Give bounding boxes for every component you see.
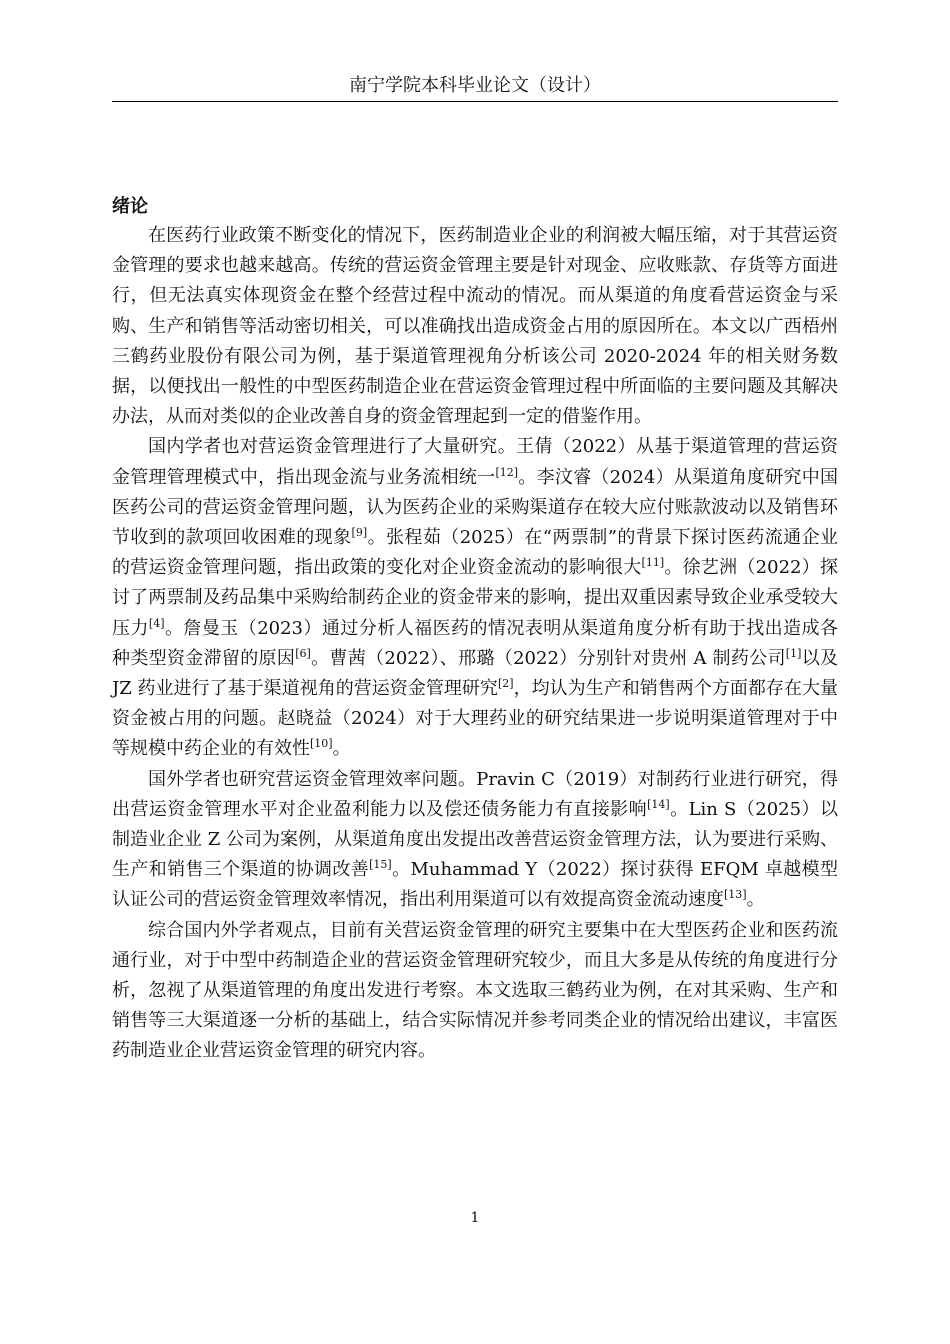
paragraph-text: 。徐艺洲（2022）探讨了两票制及药品集中采购给制药企业的资金带来的影响，提出双重因素导致企业承受较大压力 xyxy=(112,557,839,639)
body-paragraph xyxy=(112,221,838,432)
citation-ref: [12] xyxy=(495,465,519,479)
body-paragraph xyxy=(112,765,838,916)
paragraph-text: 。李汶睿（2024）从渠道角度研究中国医药公司的营运资金管理问题，认为医药企业的采购渠道存在较大应付账款波动以及销售环节收到的款项回收困难的现象 xyxy=(112,466,839,549)
citation-ref: [9] xyxy=(351,526,368,540)
paragraph-text: 。 xyxy=(746,889,765,911)
citation-ref: [10] xyxy=(310,737,333,751)
paragraph-text: 。Lin S（2025）以制造业企业 Z 公司为案例，从渠道角度出发提出改善营运资金管理方法，认为要进行采购、生产和销售三个渠道的协调改善 xyxy=(112,798,838,881)
paragraph-text: 国外学者也研究营运资金管理效率问题。Pravin C（2019）对制药行业进行研究，得出营运资金管理水平对企业盈利能力以及偿还债务能力有直接影响 xyxy=(112,768,838,820)
citation-ref: [13] xyxy=(724,888,747,902)
main-content xyxy=(112,193,838,1067)
citation-ref: [14] xyxy=(647,797,670,811)
paragraph-text: 综合国内外学者观点，目前有关营运资金管理的研究主要集中在大型医药企业和医药流通行业，对于中型中药制造企业的营运资金管理研究较少，而且大多是从传统的角度进行分析，忽视了从渠道管理的角度出发进行考察。本文选取三鹤药业为例，在对其采购、生产和销售等三大渠道逐一分析的基础上，结合实际情况并参考同类企业的情况给出建议，丰富医药制造业企业营运资金管理的研究内容。 xyxy=(112,919,838,1062)
body-paragraph xyxy=(112,432,838,764)
paragraph-text: 国内学者也对营运资金管理进行了大量研究。王倩（2022）从基于渠道管理的营运资金管理管理模式中，指出现金流与业务流相统一 xyxy=(112,436,838,488)
paragraph-text: 。詹曼玉（2023）通过分析人福医药的情况表明从渠道角度分析有助于找出造成各种类型资金滞留的原因 xyxy=(112,617,839,669)
paragraph-text: 以及 JZ 药业进行了基于渠道视角的营运资金管理研究 xyxy=(112,647,839,700)
citation-ref: [4] xyxy=(148,616,165,630)
paragraph-text: 。Muhammad Y（2022）探讨获得 EFQM 卓越模型认证公司的营运资金管理效率情况，指出利用渠道可以有效提高资金流动速度 xyxy=(112,859,838,911)
header-rule xyxy=(112,101,838,102)
paragraph-text: 。曹茜（2022）、邢璐（2022）分别针对贵州 A 制药公司 xyxy=(310,647,786,669)
citation-ref: [2] xyxy=(497,677,514,691)
citation-ref: [11] xyxy=(641,556,665,570)
paragraph-text: 。张程茹（2025）在“两票制”的背景下探讨医药流通企业的营运资金管理问题，指出政策的变化对企业资金流动的影响很大 xyxy=(112,527,839,579)
paragraph-text: 。 xyxy=(332,738,351,760)
citation-ref: [1] xyxy=(785,646,802,660)
paragraph-text: 在医药行业政策不断变化的情况下，医药制造业企业的利润被大幅压缩，对于其营运资金管理的要求也越来越高。传统的营运资金管理主要是针对现金、应收账款、存货等方面进行，但无法真实体现资金在整个经营过程中流动的情况。而从渠道的角度看营运资金与采购、生产和销售等活动密切相关，可以准确找出造成资金占用的原因所在。本文以广西梧州三鹤药业股份有限公司为例，基于渠道管理视角分析该公司 2020-2024 年的相关财务数据，以便找出一般性的中型医药制造企业在营运资金管理过程中所面临的主要问题及其解决办法，从而对类似的企业改善自身的资金管理起到一定的借鉴作用。 xyxy=(112,225,838,428)
paragraph-text: ，均认为生产和销售两个方面都存在大量资金被占用的问题。赵晓益（2024）对于大理药业的研究结果进一步说明渠道管理对于中等规模中药企业的有效性 xyxy=(112,678,839,760)
body-paragraph xyxy=(112,916,838,1067)
paragraph-list xyxy=(112,221,838,1067)
page-header: 南宁学院本科毕业论文（设计） xyxy=(349,75,601,96)
citation-ref: [15] xyxy=(369,858,392,872)
citation-ref: [6] xyxy=(295,646,311,660)
section-title: 绪论 xyxy=(112,196,148,217)
page-number: 1 xyxy=(470,1210,480,1226)
